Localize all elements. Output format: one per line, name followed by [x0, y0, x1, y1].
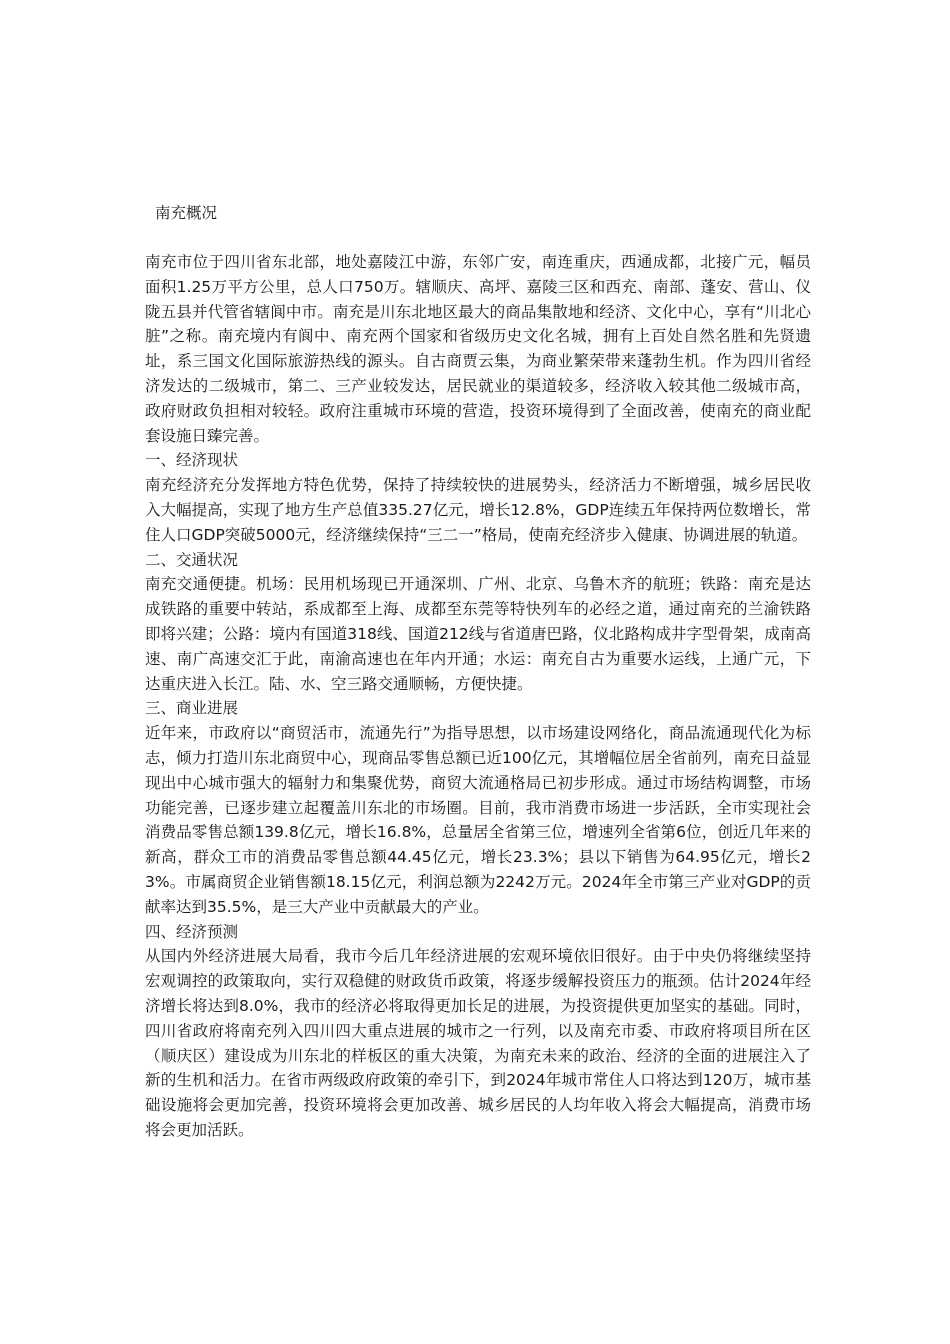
document-title: 南充概况 — [155, 204, 218, 222]
section-heading: 四、经济预测 — [145, 922, 239, 941]
section-paragraph: 南充交通便捷。机场：民用机场现已开通深圳、广州、北京、乌鲁木齐的航班；铁路：南充是达成铁路的重要中转站，系成都至上海、成都至东莞等特快列车的必经之道，通过南充的兰渝铁路即将兴建；公路：境内有国道318线、国道212线与省道唐巴路，仪北路构成井字型骨架，成南高速、南广高速交汇于此，南渝高速也在年内开通；水运：南充自古为重要水运线，上通广元，下达重庆进入长江。陆、水、空三路交通顺畅，方便快捷。 — [145, 575, 811, 693]
section-paragraph: 从国内外经济进展大局看，我市今后几年经济进展的宏观环境依旧很好。由于中央仍将继续坚持宏观调控的政策取向，实行双稳健的财政货币政策，将逐步缓解投资压力的瓶颈。估计2024年经济增长将达到8.0%，我市的经济必将取得更加长足的进展，为投资提供更加坚实的基础。同时，四川省政府将南充列入四川四大重点进展的城市之一行列，以及南充市委、市政府将项目所在区（顺庆区）建设成为川东北的样板区的重大决策，为南充未来的政治、经济的全面的进展注入了新的生机和活力。在省市两级政府政策的牵引下，到2024年城市常住人口将达到120万，城市基础设施将会更加完善，投资环境将会更加改善、城乡居民的人均年收入将会大幅提高，消费市场将会更加活跃。 — [145, 947, 811, 1139]
section-heading: 一、经济现状 — [145, 451, 239, 470]
section-economic-forecast — [145, 920, 811, 1143]
section-paragraph: 近年来，市政府以“商贸活市，流通先行”为指导思想，以市场建设网络化，商品流通现代化为标志，倾力打造川东北商贸中心，现商品零售总额已近100亿元，其增幅位居全省前列，南充日益显现出中心城市强大的辐射力和集聚优势，商贸大流通格局已初步形成。通过市场结构调整，市场功能完善，已逐步建立起覆盖川东北的市场圈。目前，我市消费市场进一步活跃，全市实现社会消费品零售总额139.8亿元，增长16.8%，总量居全省第三位，增速列全省第6位，创近几年来的新高，群众工市的消费品零售总额44.45亿元，增长23.3%；县以下销售为64.95亿元，增长23%。市属商贸企业销售额18.15亿元，利润总额为2242万元。2024年全市第三产业对GDP的贡献率达到35.5%，是三大产业中贡献最大的产业。 — [145, 724, 811, 916]
document-body — [145, 250, 811, 1143]
section-heading: 三、商业进展 — [145, 699, 239, 718]
section-paragraph: 南充经济充分发挥地方特色优势，保持了持续较快的进展势头，经济活力不断增强，城乡居民收入大幅提高，实现了地方生产总值335.27亿元，增长12.8%，GDP连续五年保持两位数增长，常住人口GDP突破5000元，经济继续保持“三二一”格局，使南充经济步入健康、协调进展的轨道。 — [145, 476, 811, 544]
section-transportation — [145, 548, 811, 697]
section-commerce — [145, 696, 811, 919]
section-heading: 二、交通状况 — [145, 550, 239, 569]
section-economy-status — [145, 448, 811, 547]
intro-paragraph: 南充市位于四川省东北部，地处嘉陵江中游，东邻广安，南连重庆，西通成都，北接广元，幅员面积1.25万平方公里，总人口750万。辖顺庆、高坪、嘉陵三区和西充、南部、蓬安、营山、仪陇五县并代管省辖阆中市。南充是川东北地区最大的商品集散地和经济、文化中心，享有“川北心脏”之称。南充境内有阆中、南充两个国家和省级历史文化名城，拥有上百处自然名胜和先贤遗址，系三国文化国际旅游热线的源头。自古商贾云集，为商业繁荣带来蓬勃生机。作为四川省经济发达的二级城市，第二、三产业较发达，居民就业的渠道较多，经济收入较其他二级城市高，政府财政负担相对较轻。政府注重城市环境的营造，投资环境得到了全面改善，使南充的商业配套设施日臻完善。 — [145, 253, 811, 445]
